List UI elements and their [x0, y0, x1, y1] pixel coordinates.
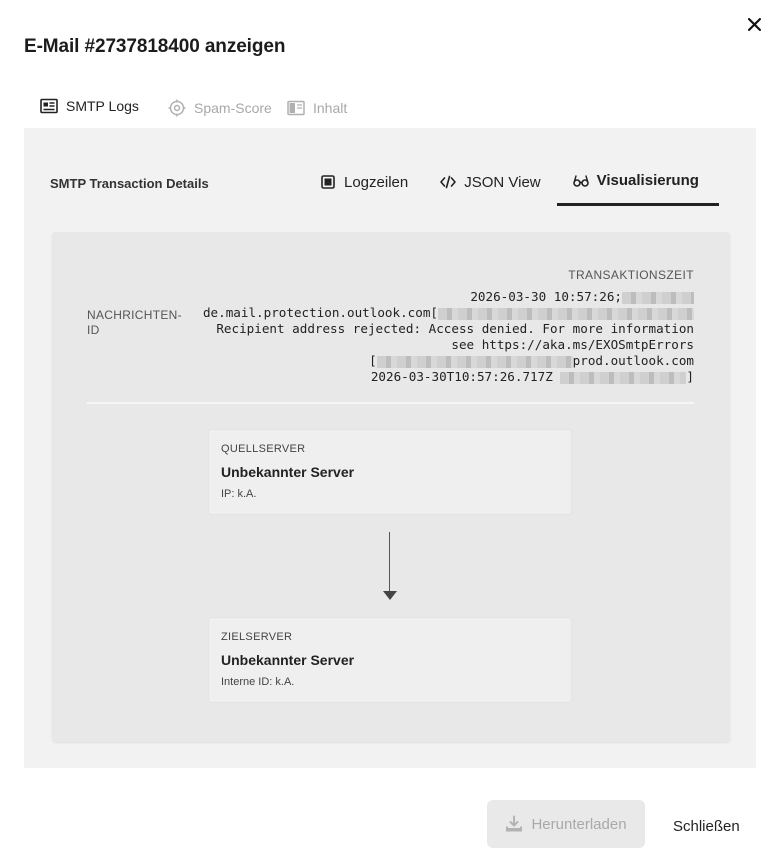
close-dialog-button[interactable]: Schließen — [673, 818, 740, 835]
source-server-name: Unbekannter Server — [221, 464, 355, 480]
redacted-block — [622, 292, 694, 304]
panel-title: SMTP Transaction Details — [50, 176, 209, 191]
divider — [87, 402, 694, 404]
subtab-label: Visualisierung — [596, 172, 699, 189]
tab-spam-score[interactable] — [152, 84, 287, 132]
message-id-label: NACHRICHTEN-ID — [87, 308, 182, 337]
log-line: de.mail.protection.outlook.com[ — [203, 305, 694, 321]
log-line: [ prod.outlook.com — [369, 353, 694, 368]
tab-label: Spam-Score — [194, 100, 272, 116]
square-icon — [320, 174, 336, 190]
code-icon — [440, 174, 456, 190]
destination-server-card — [208, 617, 572, 703]
download-label: Herunterladen — [531, 815, 627, 833]
tab-label: Inhalt — [313, 100, 348, 116]
subtab-label: Logzeilen — [344, 173, 409, 191]
subtab-label: JSON View — [464, 173, 541, 191]
log-line: see https://aka.ms/EXOSmtpErrors — [451, 337, 694, 352]
source-server-ip: IP: k.A. — [221, 488, 257, 500]
tab-content[interactable] — [287, 84, 347, 132]
transaction-log-text — [203, 289, 694, 385]
redacted-block — [560, 372, 686, 384]
download-icon — [505, 815, 523, 833]
redacted-block — [377, 356, 573, 368]
arrow-down-icon — [383, 591, 397, 600]
tab-json-view[interactable] — [424, 158, 556, 206]
destination-server-kicker: ZIELSERVER — [221, 631, 293, 643]
layout-icon — [287, 99, 305, 117]
tab-smtp-logs[interactable] — [24, 84, 152, 132]
view-tabs — [304, 158, 719, 206]
destination-server-id: Interne ID: k.A. — [221, 676, 295, 688]
close-button[interactable] — [744, 14, 764, 34]
receipt-icon — [40, 97, 58, 115]
tab-label: SMTP Logs — [66, 98, 139, 114]
target-icon — [168, 99, 186, 117]
tab-logzeilen[interactable] — [304, 158, 424, 206]
glasses-icon — [573, 173, 589, 189]
main-tabs — [24, 84, 347, 132]
log-line: Recipient address rejected: Access denied. For more information — [216, 321, 694, 336]
download-button[interactable] — [487, 800, 645, 848]
visualization-card — [52, 232, 730, 742]
flow-arrow-line — [389, 532, 390, 592]
log-line: 2026-03-30T10:57:26.717Z ] — [370, 369, 694, 384]
source-server-card — [208, 429, 572, 515]
smtp-panel — [24, 128, 756, 768]
dialog-title: E-Mail #2737818400 anzeigen — [24, 36, 286, 57]
close-icon — [748, 18, 761, 31]
dialog-footer — [0, 768, 780, 861]
log-line: 2026-03-30 10:57:26; — [203, 289, 694, 305]
transaction-time-label: TRANSAKTIONSZEIT — [568, 268, 694, 282]
destination-server-name: Unbekannter Server — [221, 652, 355, 668]
redacted-block — [438, 308, 694, 320]
tab-visualisierung[interactable] — [557, 158, 719, 206]
source-server-kicker: QUELLSERVER — [221, 443, 306, 455]
